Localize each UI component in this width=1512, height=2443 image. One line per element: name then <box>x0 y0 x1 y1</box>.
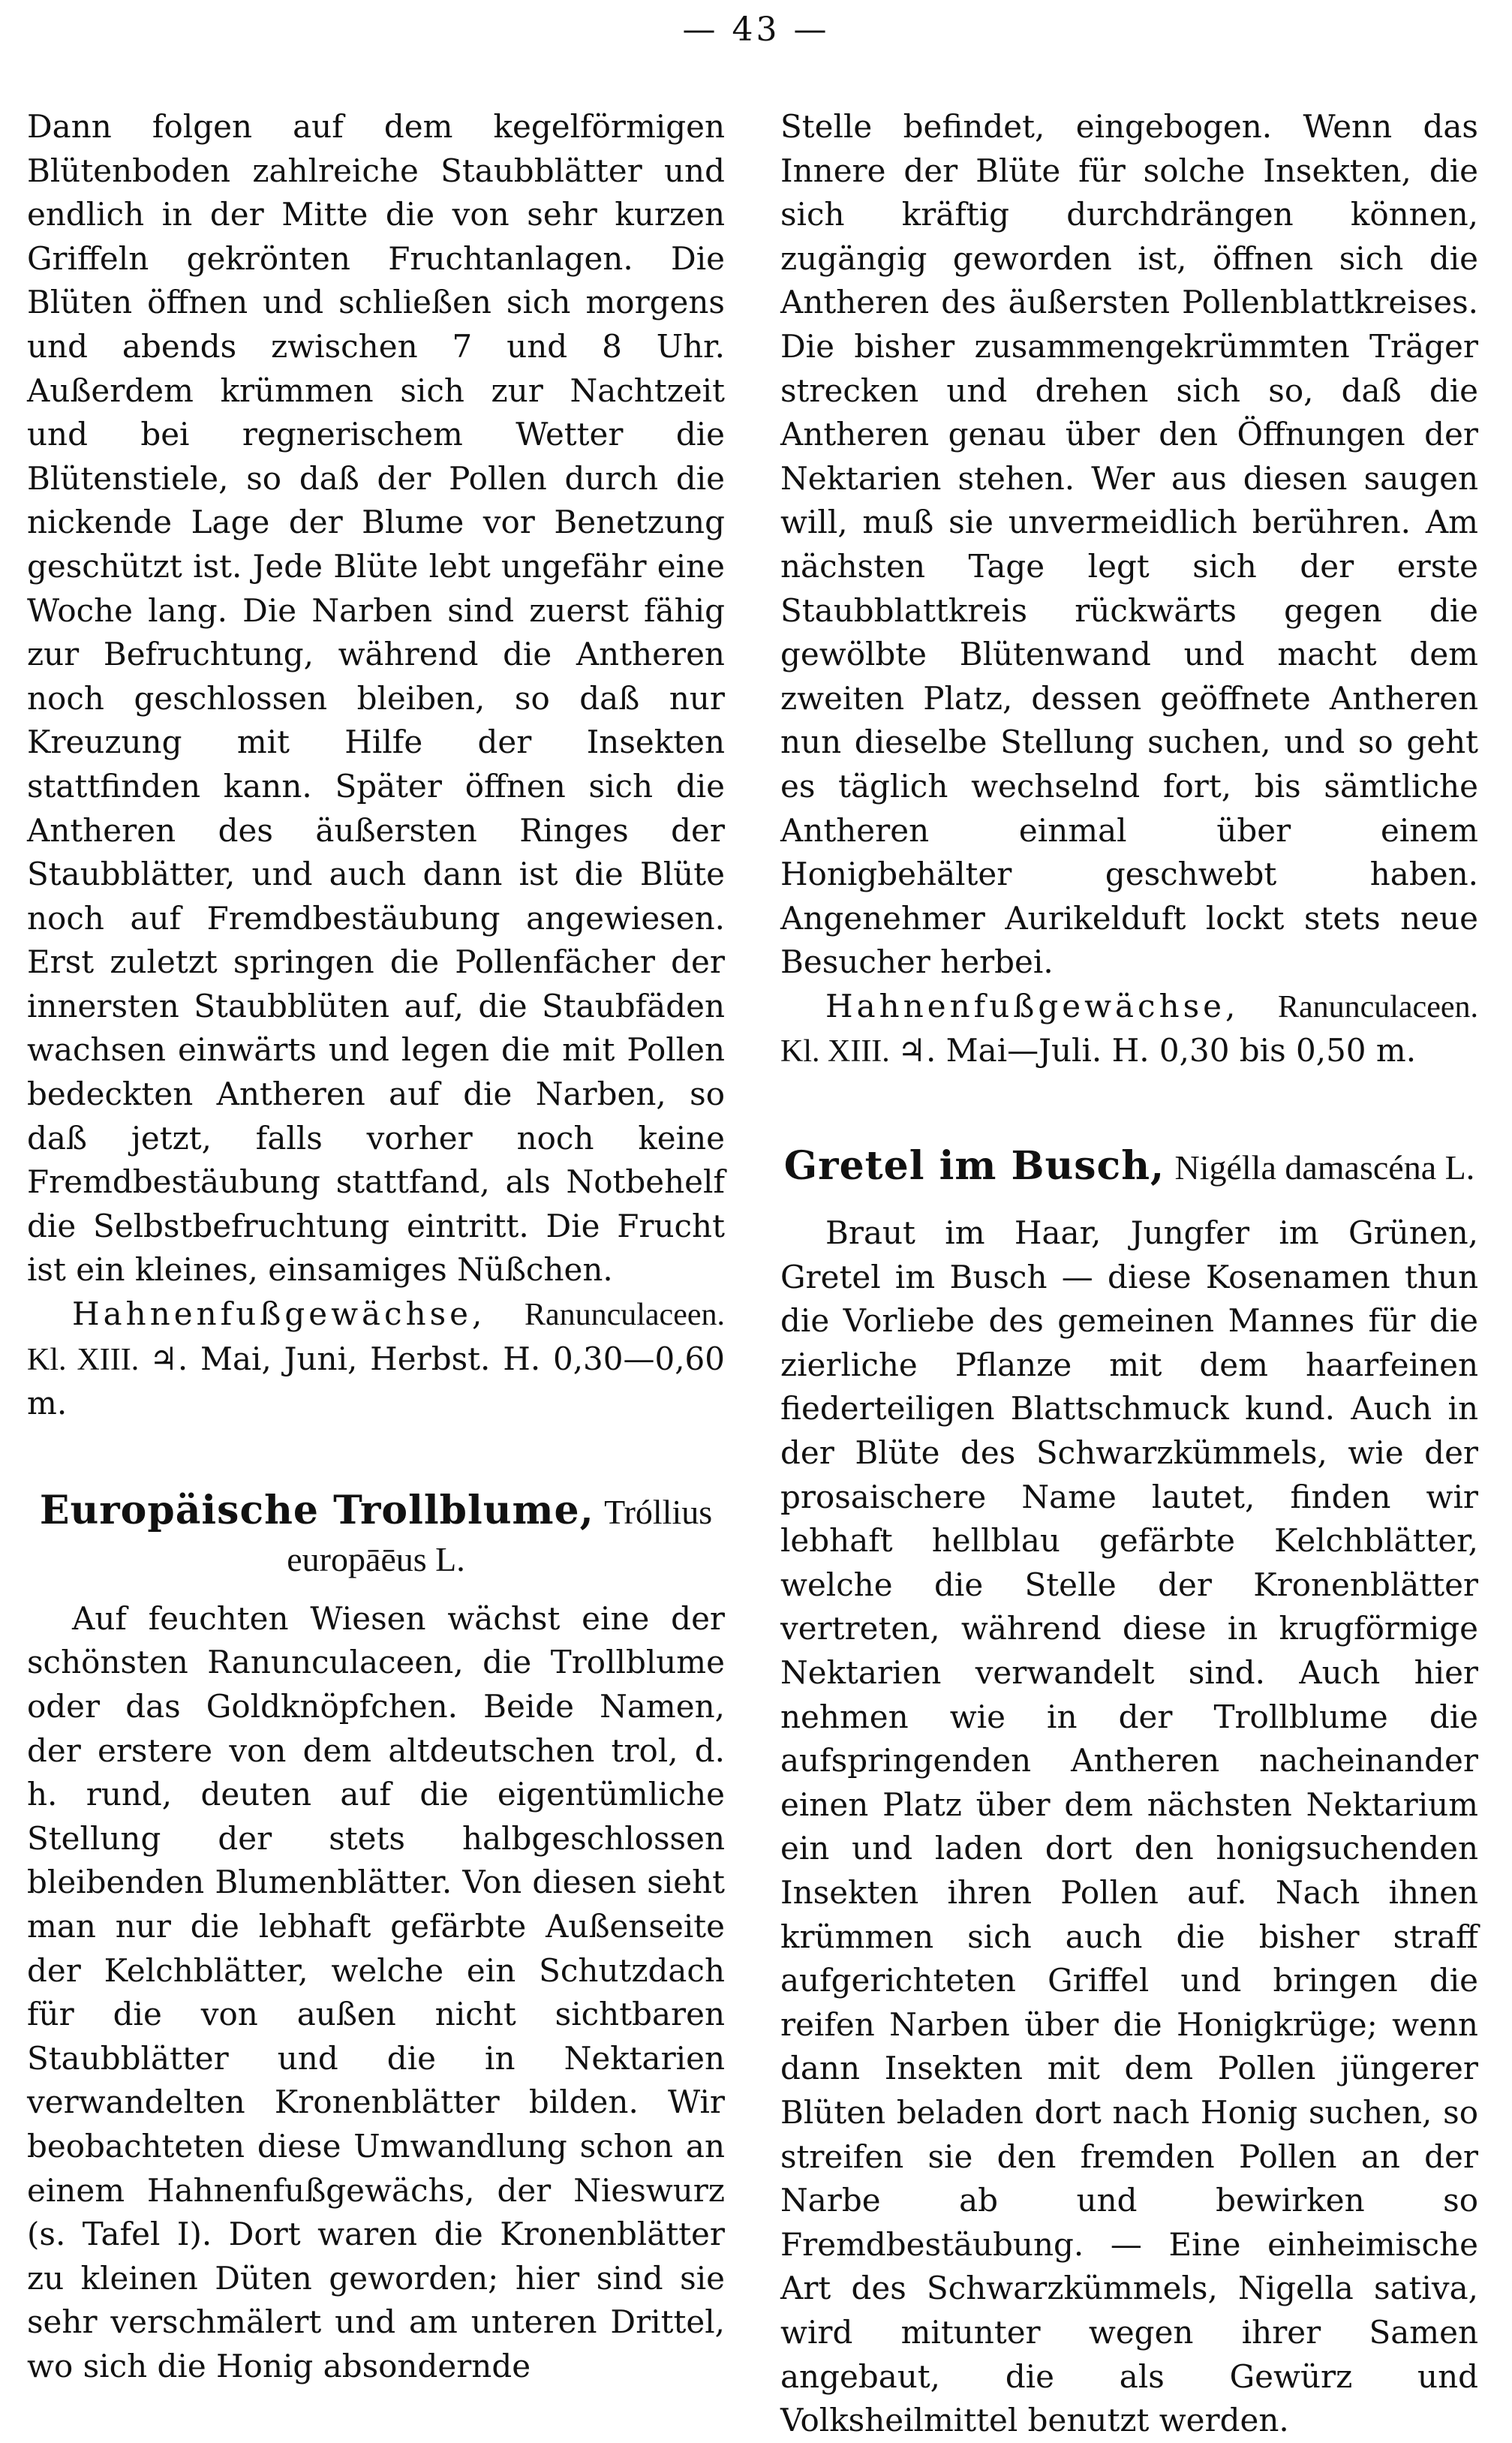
heading-title: Gretel im Busch, <box>783 1143 1165 1190</box>
class-label: Kl. XIII. <box>27 1342 150 1377</box>
heading-latin: Tróllius europāēus L. <box>287 1492 713 1578</box>
paragraph-trollius-intro: Dann folgen auf dem kegelförmigen Blütenboden zahlreiche Staubblätter und endlich in der Mitte die von sehr kurzen Griffeln gekrönten Fruchtanlagen. Die Blüten öffnen und schließen sich morgens und abends zwischen 7 und 8 Uhr. Außerdem krümmen sich zur Nachtzeit und bei regnerischem Wetter die Blütenstiele, so daß der Pollen durch die nickende Lage der Blume vor Benetzung geschützt ist. Jede Blüte lebt ungefähr eine Woche lang. Die Narben sind zuerst fähig zur Befruchtung, während die Antheren noch geschlossen bleiben, so daß nur Kreuzung mit Hilfe der Insekten stattfinden kann. Später öffnen sich die Antheren des äußersten Ringes der Staubblätter, und auch dann ist die Blüte noch auf Fremdbestäubung angewiesen. Erst zuletzt springen die Pollenfächer der innersten Staubblüten auf, die Staubfäden wachsen einwärts und legen die mit Pollen bedeckten Antheren auf die Narben, so daß jetzt, falls vorher noch keine Fremdbestäubung stattfand, als Notbehelf die Selbstbefruchtung eintritt. Die Frucht ist ein kleines, einsamiges Nüßchen. <box>27 108 725 1289</box>
flowering-details: . Mai—Juli. H. 0,30 bis 0,50 m. <box>925 1032 1417 1070</box>
heading-latin: Nigélla damascéna L. <box>1174 1148 1475 1187</box>
page-number: — 43 — <box>682 11 830 49</box>
family-name: Hahnenfußgewächse, <box>825 987 1240 1024</box>
paragraph-nigella: Braut im Haar, Jungfer im Grünen, Gretel im Busch — diese Kosenamen thun die Vorliebe des gemeinen Mannes für die zierliche Pflanze mit dem haarfeinen fiederteiligen Blattschmuck kund. Auch in der Blüte des Schwarzkümmels, wie der prosaischere Name lautet, finden wir lebhaft hellblau gefärbte Kelchblätter, welche die Stelle der Kronenblätter vertreten, während diese in krugförmige Nektarien verwandelt sind. Auch hier nehmen wie in der Trollblume die aufspringenden Antheren nacheinander einen Platz über dem nächsten Nektarium ein und laden dort den honigsuchenden Insekten ihren Pollen auf. Nach ihnen krümmen sich auch die bisher straff aufgerichteten Griffel und bringen die reifen Narben über die Honigkrüge; wenn dann Insekten mit dem Pollen jüngerer Blüten beladen dort nach Honig suchen, so streifen sie den fremden Pollen an der Narbe ab und bewirken so Fremdbestäubung. — Eine einheimische Art des Schwarzkümmels, Nigella sativa, wird mitunter wegen ihrer Samen angebaut, die als Gewürz und Volksheilmittel benutzt werden. <box>780 1214 1478 2439</box>
paragraph-trollius-continued: Stelle befindet, eingebogen. Wenn das Innere der Blüte für solche Insekten, die sich kräftig durchdrängen können, zugängig geworden ist, öffnen sich die Antheren des äußersten Pollenblattkreises. Die bisher zusammengekrümmten Träger strecken und drehen sich so, daß die Antheren genau über den Öffnungen der Nektarien stehen. Wer aus diesen saugen will, muß sie unvermeidlich berühren. Am nächsten Tage legt sich der erste Staubblattkreis rückwärts gegen die gewölbte Blütenwand und macht dem zweiten Platz, dessen geöffnete Antheren nun dieselbe Stellung suchen, und so geht es täglich wechselnd fort, bis sämtliche Antheren einmal über einem Honigbehälter geschwebt haben. Angenehmer Aurikelduft lockt stets neue Besucher herbei. <box>780 108 1478 981</box>
classification-trollius <box>780 985 1478 1074</box>
perennial-symbol-icon: ♃ <box>149 1340 178 1377</box>
heading-title: Europäische Trollblume, <box>39 1487 594 1533</box>
left-column <box>27 105 725 2389</box>
perennial-symbol-icon: ♃ <box>897 1032 926 1070</box>
flowering-details: . Mai, Juni, Herbst. H. 0,30—0,60 m. <box>27 1340 726 1422</box>
family-latin: Ranunculaceen. <box>1239 989 1478 1024</box>
section-heading-trollius <box>27 1488 725 1584</box>
right-column <box>780 105 1478 2443</box>
family-latin: Ranunculaceen. <box>485 1298 725 1333</box>
classification-ranunculus <box>27 1292 725 1426</box>
paragraph-trollius: Auf feuchten Wiesen wächst eine der schönsten Ranunculaceen, die Trollblume oder das Goldknöpfchen. Beide Namen, der erstere von dem altdeutschen trol, d. h. rund, deuten auf die eigentümliche Stellung der stets halbgeschlossen bleibenden Blumenblätter. Von diesen sieht man nur die lebhaft gefärbte Außenseite der Kelchblätter, welche ein Schutzdach für die von außen nicht sichtbaren Staubblätter und die in Nektarien verwandelten Kronenblätter bilden. Wir beobachteten diese Umwandlung schon an einem Hahnenfußgewächs, der Nieswurz (s. Tafel I). Dort waren die Kronenblätter zu kleinen Düten geworden; hier sind sie sehr verschmälert und am unteren Drittel, wo sich die Honig absondernde <box>27 1599 725 2384</box>
class-label: Kl. XIII. <box>780 1034 898 1070</box>
family-name: Hahnenfußgewächse, <box>72 1295 486 1333</box>
section-heading-nigella <box>780 1143 1478 1192</box>
